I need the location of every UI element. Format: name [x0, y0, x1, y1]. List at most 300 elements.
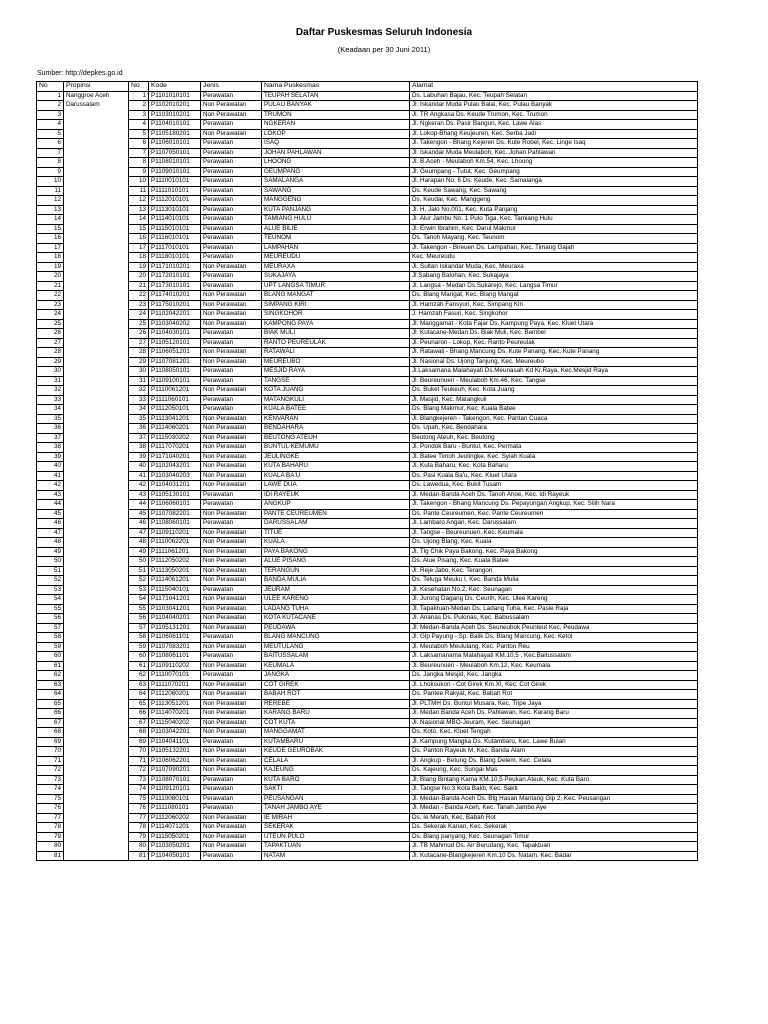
row-jenis: Perawatan [201, 405, 262, 415]
row-no2: 22 [129, 291, 149, 301]
row-alamat: Ds. Teluga Meuku I, Kec. Banda Mulia [410, 576, 698, 586]
row-no2: 7 [129, 148, 149, 158]
table-row [37, 538, 698, 548]
row-alamat: Jl. Hamzah Fansyuri, Kec. Simpang Kiri [410, 300, 698, 310]
row-alamat: Jl. PLTMH Ds. Buntul Musara, Kec. Tripe Jaya [410, 699, 698, 709]
row-alamat: Ds. Jangka Mesjid, Kec. Jangka [410, 671, 698, 681]
row-no2: 29 [129, 357, 149, 367]
row-nama: SAWANG [262, 186, 410, 196]
row-no: 24 [37, 310, 64, 320]
row-nama: KEUMALA [262, 661, 410, 671]
row-jenis: Perawatan [201, 395, 262, 405]
row-no: 76 [37, 804, 64, 814]
row-no2: 24 [129, 310, 149, 320]
row-propinsi [64, 775, 129, 785]
row-kode: P1112050202 [149, 557, 201, 567]
row-kode: P1117010101 [149, 243, 201, 253]
row-propinsi [64, 747, 129, 757]
row-no2: 25 [129, 319, 149, 329]
row-nama: MEUREUBO [262, 357, 410, 367]
row-alamat: Jl.Sabang Balohan, Kec. Sukajaya [410, 272, 698, 282]
row-nama: ALUE PISANG [262, 557, 410, 567]
row-nama: ALUE BILIE [262, 224, 410, 234]
row-no: 43 [37, 490, 64, 500]
row-propinsi [64, 167, 129, 177]
table-row [37, 395, 698, 405]
row-jenis: Non Perawatan [201, 481, 262, 491]
row-nama: MATANGKULI [262, 395, 410, 405]
row-no2: 71 [129, 756, 149, 766]
row-kode: P1104050101 [149, 851, 201, 861]
row-no: 1 [37, 91, 64, 101]
row-jenis: Non Perawatan [201, 747, 262, 757]
row-nama: JOHAN PAHLAWAN [262, 148, 410, 158]
header-kode: Kode [149, 82, 201, 92]
row-nama: BEUTONG ATEUH [262, 433, 410, 443]
row-no2: 30 [129, 367, 149, 377]
row-nama: TERANGUN [262, 566, 410, 576]
table-row [37, 272, 698, 282]
row-no2: 18 [129, 253, 149, 263]
row-alamat: Jl.Laksamana Malahayati Ds.Meunasah Kd Kr.Raya, Kec.Mesjid Raya [410, 367, 698, 377]
table-row [37, 291, 698, 301]
row-alamat: Jl. Lambaro Angan, Kec. Darussalam [410, 519, 698, 529]
row-kode: P1110062201 [149, 538, 201, 548]
row-propinsi [64, 177, 129, 187]
row-no2: 46 [129, 519, 149, 529]
row-propinsi [64, 148, 129, 158]
table-header-row [37, 82, 698, 92]
row-kode: P1102042201 [149, 310, 201, 320]
table-row [37, 766, 698, 776]
row-no2: 3 [129, 110, 149, 120]
row-no2: 55 [129, 604, 149, 614]
row-propinsi [64, 680, 129, 690]
row-no: 13 [37, 205, 64, 215]
table-row [37, 253, 698, 263]
row-jenis: Non Perawatan [201, 348, 262, 358]
table-row [37, 557, 698, 567]
row-alamat: Jl. Langsa - Medan Ds.Sukarejo, Kec. Langsa Timur [410, 281, 698, 291]
row-jenis: Perawatan [201, 775, 262, 785]
row-jenis: Non Perawatan [201, 509, 262, 519]
table-row [37, 424, 698, 434]
row-alamat: Jl. TR Angkasa Ds. Keude Trumon, Kec. Trumon [410, 110, 698, 120]
row-no2: 40 [129, 462, 149, 472]
row-propinsi [64, 196, 129, 206]
row-jenis: Non Perawatan [201, 595, 262, 605]
row-kode: P1107050101 [149, 148, 201, 158]
row-nama: MESJID RAYA [262, 367, 410, 377]
row-no2: 4 [129, 120, 149, 130]
row-nama: BLANG MANCUNG [262, 633, 410, 643]
row-alamat: Jl. Glp Payung - Sp. Balik Ds. Blang Mancung, Kec. Ketol [410, 633, 698, 643]
row-no: 22 [37, 291, 64, 301]
source-note: Sumber: http://depkes.go.id [37, 70, 123, 77]
table-row [37, 490, 698, 500]
row-alamat: Ds. Keudai, Kec. Manggeng [410, 196, 698, 206]
row-no: 49 [37, 547, 64, 557]
row-kode: P1102010201 [149, 101, 201, 111]
row-no: 62 [37, 671, 64, 681]
row-kode: P1109110201 [149, 528, 201, 538]
row-jenis: Non Perawatan [201, 528, 262, 538]
row-jenis: Perawatan [201, 234, 262, 244]
row-no: 38 [37, 443, 64, 453]
row-propinsi [64, 823, 129, 833]
row-jenis: Perawatan [201, 253, 262, 263]
row-propinsi [64, 120, 129, 130]
row-kode: P1117070201 [149, 443, 201, 453]
row-nama: SEKERAK [262, 823, 410, 833]
table-row [37, 262, 698, 272]
row-nama: TITUE [262, 528, 410, 538]
row-alamat: Ds. Pante Ceureumen, Kec. Pante Ceureumen [410, 509, 698, 519]
row-no: 53 [37, 585, 64, 595]
row-kode: P1103041201 [149, 604, 201, 614]
row-nama: UPT LANGSA TIMUR [262, 281, 410, 291]
row-kode: P1102043201 [149, 462, 201, 472]
row-jenis: Non Perawatan [201, 680, 262, 690]
page-subtitle: (Keadaan per 30 Juni 2011) [337, 45, 431, 54]
row-no2: 35 [129, 414, 149, 424]
table-row [37, 804, 698, 814]
header-propinsi: Propinsi [64, 82, 129, 92]
row-no2: 53 [129, 585, 149, 595]
row-no: 74 [37, 785, 64, 795]
row-no: 17 [37, 243, 64, 253]
row-jenis: Non Perawatan [201, 557, 262, 567]
row-propinsi [64, 205, 129, 215]
row-no: 70 [37, 747, 64, 757]
table-row [37, 671, 698, 681]
row-jenis: Non Perawatan [201, 566, 262, 576]
row-kode: P1104041101 [149, 737, 201, 747]
row-no2: 79 [129, 832, 149, 842]
row-propinsi [64, 395, 129, 405]
table-row [37, 357, 698, 367]
row-alamat: Jl. H. Jalo No.001, Kec. Kuta Panjang [410, 205, 698, 215]
table-row [37, 462, 698, 472]
table-row [37, 528, 698, 538]
row-jenis: Non Perawatan [201, 766, 262, 776]
row-propinsi [64, 671, 129, 681]
table-row [37, 699, 698, 709]
row-jenis: Non Perawatan [201, 462, 262, 472]
row-kode: P1109100101 [149, 376, 201, 386]
row-no: 9 [37, 167, 64, 177]
row-no: 27 [37, 338, 64, 348]
row-alamat: Jl. Beureunuen - Meulaboh Km.46, Kec. Tangse [410, 376, 698, 386]
row-kode: P1115050201 [149, 832, 201, 842]
row-nama: SINGKOHOR [262, 310, 410, 320]
row-no2: 41 [129, 471, 149, 481]
row-propinsi [64, 357, 129, 367]
row-jenis: Non Perawatan [201, 319, 262, 329]
table-row [37, 519, 698, 529]
header-jenis: Jenis [201, 82, 262, 92]
row-jenis: Perawatan [201, 91, 262, 101]
row-nama: LAWE DUA [262, 481, 410, 491]
row-no2: 62 [129, 671, 149, 681]
row-nama: ANGKUP [262, 500, 410, 510]
row-nama: TAMIANG HULU [262, 215, 410, 225]
row-propinsi [64, 110, 129, 120]
row-alamat: Jl. Ngkeran Ds. Pasir Bangun, Kec. Lawe Alas [410, 120, 698, 130]
row-nama: KENVARAN [262, 414, 410, 424]
row-nama: BLANG MANGAT [262, 291, 410, 301]
row-nama: RANTO PEUREULAK [262, 338, 410, 348]
row-no: 8 [37, 158, 64, 168]
row-kode: P1114010101 [149, 215, 201, 225]
row-no2: 67 [129, 718, 149, 728]
row-propinsi [64, 633, 129, 643]
row-kode: P1114060201 [149, 424, 201, 434]
row-no: 23 [37, 300, 64, 310]
table-row [37, 91, 698, 101]
row-no: 45 [37, 509, 64, 519]
row-jenis: Non Perawatan [201, 623, 262, 633]
row-jenis: Non Perawatan [201, 101, 262, 111]
row-kode: P1108010101 [149, 158, 201, 168]
table-body [37, 91, 698, 861]
row-propinsi [64, 224, 129, 234]
row-propinsi [64, 794, 129, 804]
row-alamat: Jl. Laksamanama Malahayati KM.10,5 , Kec.Baitussalam [410, 652, 698, 662]
row-propinsi [64, 690, 129, 700]
row-propinsi [64, 376, 129, 386]
row-nama: MANGGAMAT [262, 728, 410, 738]
row-propinsi [64, 709, 129, 719]
row-jenis: Perawatan [201, 500, 262, 510]
row-nama: RATAWALI [262, 348, 410, 358]
row-no: 56 [37, 614, 64, 624]
row-no2: 57 [129, 623, 149, 633]
row-nama: TAPAKTUAN [262, 842, 410, 852]
row-no2: 6 [129, 139, 149, 149]
row-nama: PEUSANGAN [262, 794, 410, 804]
row-propinsi [64, 528, 129, 538]
row-alamat: Beutong Ateuh, Kec. Beutong [410, 433, 698, 443]
row-no: 65 [37, 699, 64, 709]
row-propinsi [64, 319, 129, 329]
row-no2: 59 [129, 642, 149, 652]
row-alamat: Jl. Alur Jambu No. 1 Pulo Tiga, Kec. Tamiang Hulu [410, 215, 698, 225]
row-nama: IE MIRAH [262, 813, 410, 823]
row-propinsi [64, 386, 129, 396]
row-nama: KUTA BARO [262, 775, 410, 785]
row-jenis: Perawatan [201, 329, 262, 339]
row-nama: LHOONG [262, 158, 410, 168]
row-alamat: Ds. Keude Sawang, Kec. Sawang [410, 186, 698, 196]
row-propinsi [64, 604, 129, 614]
row-nama: COT KUTA [262, 718, 410, 728]
table-row [37, 614, 698, 624]
table-row [37, 661, 698, 671]
table-row [37, 576, 698, 586]
table-row [37, 177, 698, 187]
row-jenis: Non Perawatan [201, 842, 262, 852]
row-no: 68 [37, 728, 64, 738]
row-jenis: Perawatan [201, 851, 262, 861]
row-no: 35 [37, 414, 64, 424]
row-propinsi [64, 737, 129, 747]
row-alamat: Jl. Sultan Iskandar Muda, Kec. Meuraxa [410, 262, 698, 272]
row-no2: 75 [129, 794, 149, 804]
row-propinsi [64, 338, 129, 348]
row-kode: P1105180201 [149, 129, 201, 139]
row-nama: PANTE CEUREUMEN [262, 509, 410, 519]
row-nama: MEUTULANG [262, 642, 410, 652]
row-no: 26 [37, 329, 64, 339]
row-jenis: Perawatan [201, 652, 262, 662]
row-jenis: Perawatan [201, 158, 262, 168]
row-kode: P1113051201 [149, 699, 201, 709]
row-no2: 68 [129, 728, 149, 738]
row-no2: 45 [129, 509, 149, 519]
table-row [37, 633, 698, 643]
row-alamat: Ds. Pantee Rakyat, Kec. Babah Rot [410, 690, 698, 700]
table-row [37, 205, 698, 215]
row-no: 11 [37, 186, 64, 196]
row-propinsi [64, 215, 129, 225]
table-row [37, 243, 698, 253]
table-row [37, 585, 698, 595]
row-jenis: Perawatan [201, 224, 262, 234]
row-no2: 61 [129, 661, 149, 671]
row-propinsi [64, 538, 129, 548]
row-no: 19 [37, 262, 64, 272]
row-propinsi [64, 329, 129, 339]
row-alamat: Jl. Takengon - Bhang Kejeren Ds. Kute Robel, Kec. Linge Isaq [410, 139, 698, 149]
row-kode: P1104040201 [149, 614, 201, 624]
row-nama: NGKERAN [262, 120, 410, 130]
row-kode: P1108070101 [149, 775, 201, 785]
row-kode: P1110080101 [149, 794, 201, 804]
row-nama: KARANG BARU [262, 709, 410, 719]
table-row [37, 547, 698, 557]
row-alamat: Jl. Lokop-Bhang Keujeuren, Kec. Serba Jadi [410, 129, 698, 139]
row-alamat: Jl. Blang Bintang Kama KM.10,5 Peukan Ateuk, Kec. Kuta Baro [410, 775, 698, 785]
row-nama: KUTA PANJANG [262, 205, 410, 215]
row-alamat: Jl. Kesehatan No.2, Kec. Seunagan [410, 585, 698, 595]
row-no2: 52 [129, 576, 149, 586]
row-jenis: Perawatan [201, 804, 262, 814]
row-nama: TEUPAH SELATAN [262, 91, 410, 101]
table-row [37, 215, 698, 225]
row-kode: P1113050201 [149, 566, 201, 576]
row-no2: 69 [129, 737, 149, 747]
row-alamat: Ds. Panton Rayeuk M, Kec. Banda Alam [410, 747, 698, 757]
row-kode: P1104031201 [149, 481, 201, 491]
table-row [37, 566, 698, 576]
table-row [37, 319, 698, 329]
row-no: 50 [37, 557, 64, 567]
table-row [37, 481, 698, 491]
row-propinsi [64, 595, 129, 605]
row-nama: JANGKA [262, 671, 410, 681]
row-jenis: Perawatan [201, 139, 262, 149]
row-kode: P1175010201 [149, 300, 201, 310]
row-alamat: Jl. Tangse No.3 Kota Bakti, Kec. Sakti [410, 785, 698, 795]
table-row [37, 110, 698, 120]
row-kode: P1103050201 [149, 842, 201, 852]
row-nama: MANGGENG [262, 196, 410, 206]
row-alamat: Jl. Kampung Mangka Ds. Kutambaru, Kec. Lawe Bulan [410, 737, 698, 747]
row-no: 69 [37, 737, 64, 747]
row-alamat: Jl. Medan-Banda Aceh Ds. Blg Hasan Mantang Glp 2, Kec. Peusangan [410, 794, 698, 804]
row-jenis: Non Perawatan [201, 823, 262, 833]
row-kode: P1106060101 [149, 500, 201, 510]
row-no: 46 [37, 519, 64, 529]
row-no2: 47 [129, 528, 149, 538]
row-jenis: Non Perawatan [201, 110, 262, 120]
row-no2: 8 [129, 158, 149, 168]
row-no2: 36 [129, 424, 149, 434]
row-jenis: Perawatan [201, 338, 262, 348]
row-no: 15 [37, 224, 64, 234]
row-jenis: Non Perawatan [201, 547, 262, 557]
row-nama: SUKAJAYA [262, 272, 410, 282]
row-no: 3 [37, 110, 64, 120]
row-jenis: Perawatan [201, 272, 262, 282]
row-kode: P1115040202 [149, 718, 201, 728]
row-alamat: Ds. Koto, Kec. Kluet Tengah [410, 728, 698, 738]
row-kode: P1101010101 [149, 91, 201, 101]
row-propinsi [64, 367, 129, 377]
row-propinsi [64, 652, 129, 662]
row-kode: P1106061101 [149, 633, 201, 643]
row-kode: P1111061201 [149, 547, 201, 557]
row-nama: KUALA [262, 538, 410, 548]
table-row [37, 281, 698, 291]
row-kode: P1108060101 [149, 519, 201, 529]
row-kode: P1103040203 [149, 471, 201, 481]
row-no: 7 [37, 148, 64, 158]
row-propinsi [64, 234, 129, 244]
row-nama: KEUDE GEUROBAK [262, 747, 410, 757]
row-no2: 72 [129, 766, 149, 776]
row-alamat: Jl. Ananas Ds. Pulonas, Kec. Babussalam [410, 614, 698, 624]
row-alamat: Jl. Angkup - Betung Ds. Blang Delem, Kec. Celala [410, 756, 698, 766]
row-no2: 64 [129, 690, 149, 700]
row-no: 81 [37, 851, 64, 861]
row-nama: TRUMON [262, 110, 410, 120]
row-propinsi [64, 424, 129, 434]
row-no: 73 [37, 775, 64, 785]
row-no2: 19 [129, 262, 149, 272]
row-propinsi [64, 253, 129, 263]
row-nama: MEUREUDU [262, 253, 410, 263]
row-no2: 42 [129, 481, 149, 491]
table-row [37, 623, 698, 633]
row-kode: P1110070101 [149, 671, 201, 681]
row-alamat: Ds. Labuhan Bajau, Kec. Teupah Selatan [410, 91, 698, 101]
row-propinsi [64, 699, 129, 709]
row-no2: 9 [129, 167, 149, 177]
row-kode: P1109010101 [149, 167, 201, 177]
row-alamat: Jl. Nasional MBO-Jeuram, Kec. Seunagan [410, 718, 698, 728]
row-jenis: Non Perawatan [201, 443, 262, 453]
table-row [37, 500, 698, 510]
row-kode: P1106051201 [149, 348, 201, 358]
table-row [37, 832, 698, 842]
row-alamat: Jl. Ratawali - Bhang Mancung Ds. Kute Panang, Kec. Kute Panang [410, 348, 698, 358]
row-jenis: Non Perawatan [201, 357, 262, 367]
row-no2: 56 [129, 614, 149, 624]
row-no2: 73 [129, 775, 149, 785]
row-kode: P1109110202 [149, 661, 201, 671]
